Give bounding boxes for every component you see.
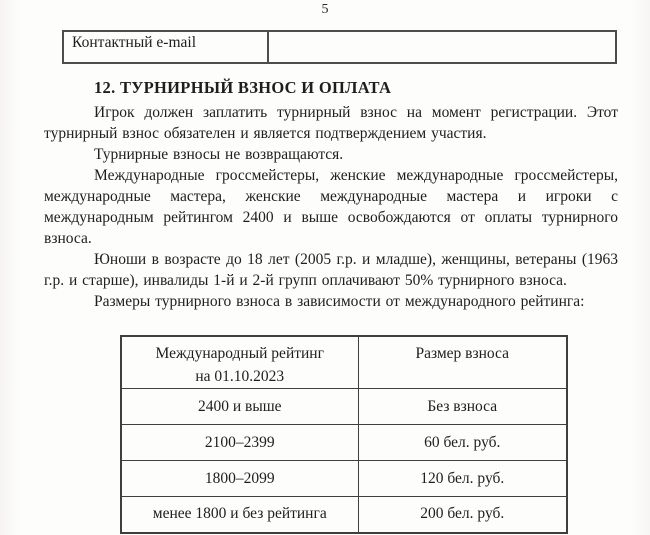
contact-email-value-cell — [268, 31, 616, 63]
fee-table-header-amount: Размер взноса — [358, 336, 567, 389]
fee-table — [120, 335, 568, 534]
fee-cell: 120 бел. руб. — [358, 461, 567, 497]
fee-cell: 60 бел. руб. — [358, 425, 567, 461]
fee-cell: Без взноса — [358, 389, 567, 425]
table-row — [121, 389, 567, 425]
rating-cell: 1800–2099 — [121, 461, 358, 497]
fee-table-header-rating-line1: Международный рейтинг — [155, 345, 324, 362]
paragraph-no-refund: Турнирные взносы не возвращаются. — [94, 146, 344, 163]
fee-table-header-row — [121, 336, 567, 389]
rating-cell: 2400 и выше — [121, 389, 358, 425]
paragraph-discounts: Юноши в возрасте до 18 лет (2005 г.р. и младше), женщины, ветераны (1963 г.р. и старше), инвалиды 1-й и 2-й групп оплачивают 50% турнирного взноса. — [44, 251, 618, 289]
table-row — [63, 31, 616, 63]
page-number: 5 — [321, 2, 329, 17]
table-row — [121, 497, 567, 533]
section-heading: 12. ТУРНИРНЫЙ ВЗНОС И ОПЛАТА — [94, 78, 392, 97]
table-row — [121, 425, 567, 461]
paragraph-exemptions: Международные гроссмейстеры, женские международные гроссмейстеры, международные мастера, женские международные мастера и игроки с международным рейтингом 2400 и выше освобождаются от оплаты турнирного взноса. — [44, 167, 618, 247]
rating-cell: 2100–2399 — [121, 425, 358, 461]
fee-table-header-rating-line2: на 01.10.2023 — [195, 368, 285, 385]
section-content — [44, 78, 618, 312]
contact-email-label-cell: Контактный e-mail — [63, 31, 268, 63]
fee-cell: 200 бел. руб. — [358, 497, 567, 533]
rating-cell: менее 1800 и без рейтинга — [121, 497, 358, 533]
paragraph-payment-requirement: Игрок должен заплатить турнирный взнос на момент регистрации. Этот турнирный взнос обязателен и является подтверждением участия. — [44, 104, 618, 142]
contact-email-table — [62, 30, 617, 64]
table-row — [121, 461, 567, 497]
fee-table-header-rating — [121, 336, 358, 389]
paragraph-fee-table-intro: Размеры турнирного взноса в зависимости от международного рейтинга: — [94, 293, 585, 310]
